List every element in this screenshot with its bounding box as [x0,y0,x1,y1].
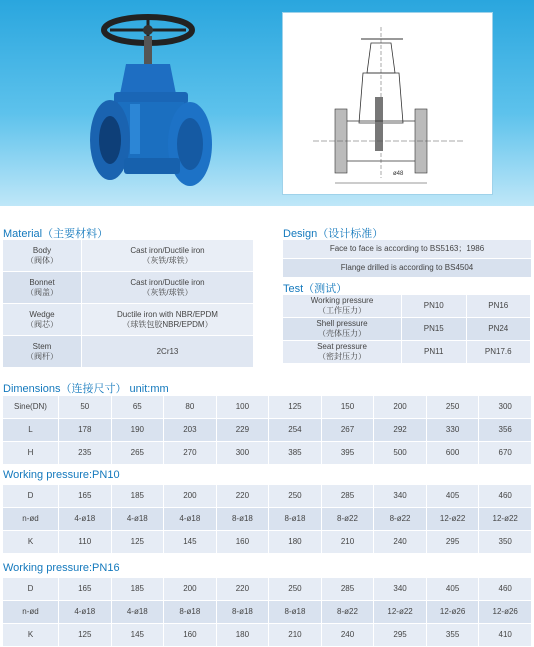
cell: 235 [59,442,112,465]
pn16-table [3,578,532,647]
cell: 100 [217,396,270,419]
cell: 405 [427,578,480,601]
cell: 200 [374,396,427,419]
table-row [3,240,253,272]
cell: 125 [59,624,112,647]
cell: 8-ø18 [164,601,217,624]
cell: 8-ø22 [374,508,427,531]
cell: 8-ø18 [217,601,270,624]
cell: 12-ø26 [479,601,532,624]
cell: 110 [59,531,112,554]
design-row: Flange drilled is according to BS4504 [283,259,531,278]
product-banner [0,0,534,206]
material-title: Material（主要材料） [3,228,109,240]
material-part: Stem （阀杆） [3,336,82,368]
test-pn10: PN10 [402,295,467,318]
cell: 500 [374,442,427,465]
drawing-svg [283,13,492,194]
cell: 4-ø18 [112,508,165,531]
cell: 12-ø22 [427,508,480,531]
test-table [283,295,531,364]
cell: 8-ø18 [217,508,270,531]
cell: 203 [164,419,217,442]
cell: 405 [427,485,480,508]
row-label: L [3,419,59,442]
cell: 8-ø22 [322,601,375,624]
cell: 250 [427,396,480,419]
drawing-dim-label: ø48 [393,171,404,177]
cell: 340 [374,578,427,601]
dimensions-table [3,396,532,465]
cell: 265 [112,442,165,465]
table-row [3,272,253,304]
cell: 145 [164,531,217,554]
table-row [3,531,532,554]
material-part: Wedge （阀芯） [3,304,82,336]
cell: 330 [427,419,480,442]
row-label: D [3,578,59,601]
cell: 178 [59,419,112,442]
cell: 250 [269,485,322,508]
cell: 240 [374,531,427,554]
design-title: Design（设计标准） [283,228,384,240]
cell: 350 [479,531,532,554]
row-label: Sine(DN) [3,396,59,419]
cell: 8-ø18 [269,508,322,531]
table-row [3,578,532,601]
table-row [3,419,532,442]
cell: 410 [479,624,532,647]
cell: 165 [59,485,112,508]
test-title: Test（测试） [283,283,348,295]
cell: 125 [112,531,165,554]
cell: 254 [269,419,322,442]
table-row [3,304,253,336]
material-table [3,240,253,368]
cell: 240 [322,624,375,647]
valve-photo [80,12,270,197]
table-row [3,508,532,531]
cell: 385 [269,442,322,465]
row-label: K [3,624,59,647]
test-pn10: PN15 [402,318,467,341]
table-row [283,240,531,259]
pn10-table [3,485,532,554]
cell: 125 [269,396,322,419]
cell: 220 [217,578,270,601]
cell: 356 [479,419,532,442]
cell: 50 [59,396,112,419]
cell: 180 [269,531,322,554]
cell: 300 [217,442,270,465]
material-value: Cast iron/Ductile iron （灰铁/球铁） [82,272,253,304]
cell: 220 [217,485,270,508]
row-label: D [3,485,59,508]
cell: 295 [427,531,480,554]
cell: 12-ø26 [427,601,480,624]
cell: 12-ø22 [374,601,427,624]
material-part: Bonnet （阀盖） [3,272,82,304]
table-row [3,601,532,624]
cell: 292 [374,419,427,442]
test-pn16: PN17.6 [467,341,532,364]
cell: 8-ø22 [322,508,375,531]
cell: 270 [164,442,217,465]
table-row [283,295,531,318]
table-row [3,624,532,647]
cell: 145 [112,624,165,647]
cell: 210 [269,624,322,647]
cell: 300 [479,396,532,419]
test-label: Seat pressure （密封压力） [283,341,402,364]
material-value: 2Cr13 [82,336,253,368]
table-row [283,341,531,364]
cell: 210 [322,531,375,554]
dimensions-title: Dimensions（连接尺寸） unit:mm [3,383,169,395]
cell: 65 [112,396,165,419]
cell: 160 [217,531,270,554]
material-part: Body （阀体） [3,240,82,272]
material-value: Ductile iron with NBR/EPDM （球铁包胶NBR/EPDM） [82,304,253,336]
design-table [283,240,531,278]
table-row [3,336,253,368]
cell: 185 [112,485,165,508]
technical-drawing [282,12,493,195]
cell: 180 [217,624,270,647]
table-row [283,318,531,341]
row-label: n-ød [3,508,59,531]
test-pn16: PN16 [467,295,532,318]
cell: 285 [322,578,375,601]
cell: 185 [112,578,165,601]
cell: 295 [374,624,427,647]
pn10-title: Working pressure:PN10 [3,469,120,481]
table-row [3,396,532,419]
cell: 355 [427,624,480,647]
cell: 165 [59,578,112,601]
cell: 229 [217,419,270,442]
table-row [3,485,532,508]
cell: 460 [479,578,532,601]
row-label: H [3,442,59,465]
cell: 80 [164,396,217,419]
row-label: K [3,531,59,554]
cell: 285 [322,485,375,508]
cell: 4-ø18 [164,508,217,531]
table-row [283,259,531,278]
cell: 190 [112,419,165,442]
cell: 200 [164,578,217,601]
cell: 4-ø18 [59,508,112,531]
design-row: Face to face is according to BS5163；1986 [283,240,531,259]
cell: 8-ø18 [269,601,322,624]
cell: 12-ø22 [479,508,532,531]
row-label: n-ød [3,601,59,624]
cell: 150 [322,396,375,419]
cell: 600 [427,442,480,465]
cell: 4-ø18 [112,601,165,624]
pn16-title: Working pressure:PN16 [3,562,120,574]
cell: 250 [269,578,322,601]
cell: 267 [322,419,375,442]
test-label: Shell pressure （壳体压力） [283,318,402,341]
material-value: Cast iron/Ductile iron （灰铁/球铁） [82,240,253,272]
test-pn16: PN24 [467,318,532,341]
cell: 460 [479,485,532,508]
cell: 160 [164,624,217,647]
test-label: Working pressure （工作压力） [283,295,402,318]
cell: 395 [322,442,375,465]
table-row [3,442,532,465]
cell: 200 [164,485,217,508]
cell: 670 [479,442,532,465]
cell: 4-ø18 [59,601,112,624]
cell: 340 [374,485,427,508]
test-pn10: PN11 [402,341,467,364]
